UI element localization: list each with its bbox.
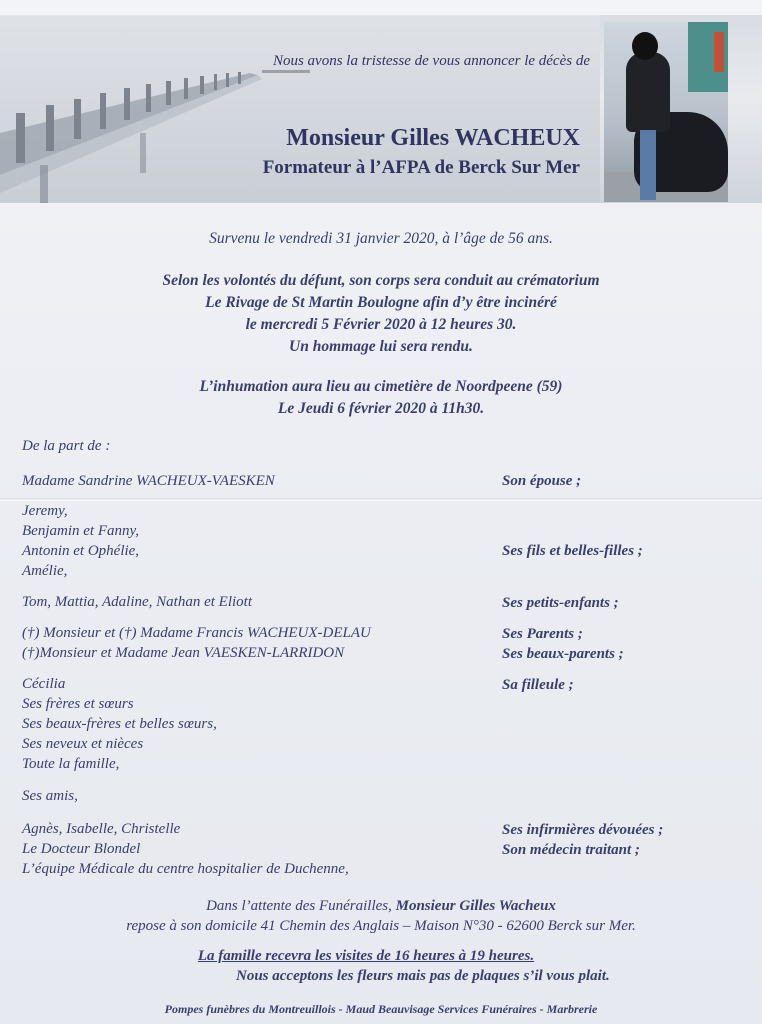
flowers-line: Nous acceptons les fleurs mais pas de plaques s’il vous plait. xyxy=(236,968,610,984)
family-name: Amélie, xyxy=(22,563,68,579)
family-name: (†)Monsieur et Madame Jean VAESKEN-LARRIDON xyxy=(22,645,345,661)
family-relation: Ses Parents ; xyxy=(502,626,583,642)
family-name: (†) Monsieur et (†) Madame Francis WACHEUX-DELAU xyxy=(22,625,371,641)
family-name: Ses frères et sœurs xyxy=(22,696,134,712)
deceased-photo xyxy=(604,22,728,202)
closing-line-2: repose à son domicile 41 Chemin des Anglais – Maison N°30 - 62600 Berck sur Mer. xyxy=(126,918,636,934)
closing-line-1: Dans l’attente des Funérailles, Monsieur Gilles Wacheux xyxy=(206,898,556,914)
from-label: De la part de : xyxy=(22,438,111,454)
family-name: Toute la famille, xyxy=(22,756,120,772)
family-name: Benjamin et Fanny, xyxy=(22,523,140,539)
cremation-line-2: Le Rivage de St Martin Boulogne afin d’y être incinéré xyxy=(205,294,557,311)
family-relation: Son épouse ; xyxy=(502,473,582,489)
cremation-line-1: Selon les volontés du défunt, son corps sera conduit au crématorium xyxy=(162,272,600,289)
family-name: Agnès, Isabelle, Christelle xyxy=(22,821,181,837)
family-name: L’équipe Médicale du centre hospitalier de Duchenne, xyxy=(22,861,349,877)
burial-line-2: Le Jeudi 6 février 2020 à 11h30. xyxy=(277,400,485,417)
family-name: Le Docteur Blondel xyxy=(22,841,141,857)
cremation-line-4: Un hommage lui sera rendu. xyxy=(289,338,473,355)
visits-line: La famille recevra les visites de 16 heures à 19 heures. xyxy=(197,948,535,964)
family-name: Jeremy, xyxy=(22,503,68,519)
family-name: Antonin et Ophélie, xyxy=(22,543,140,559)
burial-line-1: L’inhumation aura lieu au cimetière de Noordpeene (59) xyxy=(199,378,563,395)
family-relation: Ses petits-enfants ; xyxy=(502,595,619,611)
family-name: Ses beaux-frères et belles sœurs, xyxy=(22,716,217,732)
page-fold xyxy=(0,498,762,501)
family-relation: Ses infirmières dévouées ; xyxy=(502,822,664,838)
family-relation: Son médecin traitant ; xyxy=(502,842,640,858)
death-date-line: Survenu le vendredi 31 janvier 2020, à l’âge de 56 ans. xyxy=(209,230,553,247)
family-relation: Ses fils et belles-filles ; xyxy=(502,543,643,559)
family-name: Madame Sandrine WACHEUX-VAESKEN xyxy=(22,473,275,489)
friends-label: Ses amis, xyxy=(22,788,78,804)
family-relation: Sa filleule ; xyxy=(502,677,574,693)
family-relation: Ses beaux-parents ; xyxy=(502,646,624,662)
family-name: Tom, Mattia, Adaline, Nathan et Eliott xyxy=(22,594,253,610)
family-name: Ses neveux et nièces xyxy=(22,736,144,752)
cremation-line-3: le mercredi 5 Février 2020 à 12 heures 30. xyxy=(245,316,517,333)
intro-line: Nous avons la tristesse de vous annoncer le décès de xyxy=(272,53,590,69)
family-name: Cécilia xyxy=(22,676,66,692)
deceased-name: Monsieur Gilles WACHEUX xyxy=(286,125,580,151)
funeral-home-footer: Pompes funèbres du Montreuillois - Maud Beauvisage Services Funéraires - Marbrerie xyxy=(164,1002,598,1016)
deceased-role: Formateur à l’AFPA de Berck Sur Mer xyxy=(262,157,580,178)
